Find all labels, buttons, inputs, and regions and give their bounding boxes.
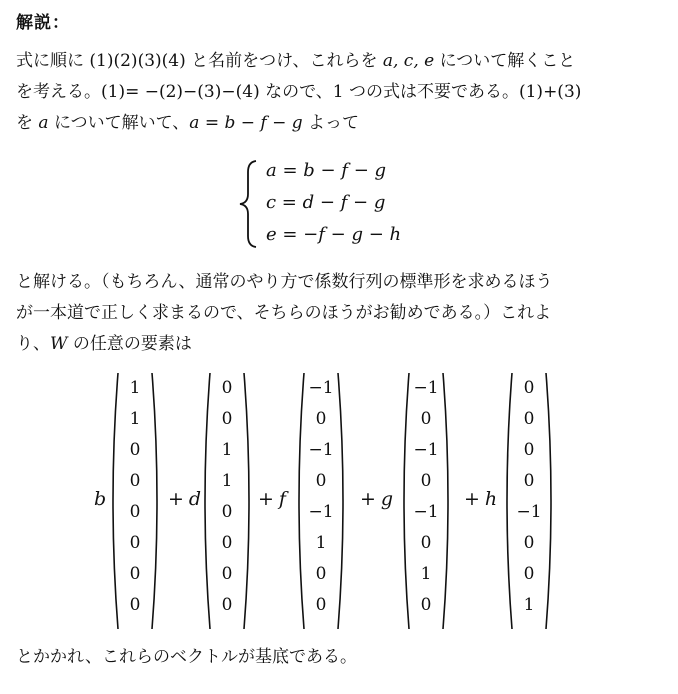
vector-entry: 1: [315, 533, 327, 553]
math-var: a: [38, 113, 49, 133]
left-brace: [236, 158, 260, 250]
vector-entry: 0: [523, 378, 535, 398]
coefficient: d: [188, 488, 202, 510]
coefficient-term: [168, 488, 201, 510]
column-vector: [500, 370, 558, 632]
vector-entry: 0: [523, 440, 535, 460]
vector-entry: 1: [221, 471, 233, 491]
paragraph-1-line-1: [16, 46, 581, 77]
inline-equation: a = b − f − g: [189, 113, 303, 133]
vector-entry: 0: [221, 564, 233, 584]
vector-entry: 0: [221, 595, 233, 615]
system-equation-1: a = b − f − g: [266, 160, 387, 181]
math-vars: a, c, e: [382, 51, 435, 71]
text-segment: について解くこと: [434, 51, 576, 71]
coefficient: h: [484, 488, 498, 510]
vector-entry: 1: [523, 595, 535, 615]
paragraph-2: [16, 267, 553, 360]
system-equation-2: c = d − f − g: [266, 192, 386, 213]
column-vector: [106, 370, 164, 632]
text-segment: について解いて、: [48, 113, 190, 133]
paragraph-2-line-2: が一本道で正しく求まるので、そちらのほうがお勧めである。）これよ: [16, 303, 552, 323]
paragraph-1-line-3: [16, 108, 581, 139]
vector-entry: 0: [420, 595, 432, 615]
coefficient: g: [380, 488, 394, 510]
section-heading: 解説：: [16, 13, 70, 33]
vector-entry: −1: [308, 440, 334, 460]
vector-entry: 0: [523, 533, 535, 553]
column-vector: [292, 370, 350, 632]
column-vector: [198, 370, 256, 632]
vector-entry: 0: [420, 533, 432, 553]
vector-entry: 0: [315, 471, 327, 491]
coefficient: b: [94, 488, 107, 510]
vector-entry: −1: [308, 502, 334, 522]
paragraph-2-line-1: と解ける。（もちろん、通常のやり方で係数行列の標準形を求めるほう: [16, 272, 553, 292]
vector-entry: 0: [129, 471, 141, 491]
vector-entry: 0: [129, 440, 141, 460]
vector-entry: −1: [413, 502, 439, 522]
vector-entry: 0: [129, 595, 141, 615]
vector-entry: 0: [315, 409, 327, 429]
vector-entry: 1: [129, 409, 141, 429]
vector-entry: 1: [129, 378, 141, 398]
vector-entry: 0: [523, 471, 535, 491]
operator: +: [258, 488, 274, 510]
math-var: W: [50, 334, 68, 354]
vector-entry: 0: [221, 502, 233, 522]
vector-entry: 0: [129, 502, 141, 522]
operator: +: [168, 488, 184, 510]
paragraph-2-line-3: [16, 329, 553, 360]
coefficient-term: [464, 488, 497, 510]
coefficient-term: [360, 488, 393, 510]
system-equation-3: e = −f − g − h: [266, 224, 402, 245]
vector-entry: 0: [221, 533, 233, 553]
coefficient-term: [258, 488, 286, 510]
vector-entry: 0: [523, 564, 535, 584]
vector-entry: −1: [516, 502, 542, 522]
text-segment: り、: [16, 334, 50, 354]
vector-entry: −1: [308, 378, 334, 398]
text-segment: 式に順に (1)(2)(3)(4) と名前をつけ、これらを: [16, 51, 383, 71]
vector-entry: 0: [221, 409, 233, 429]
vector-entry: 0: [315, 564, 327, 584]
coefficient-term: [94, 488, 106, 510]
vector-entry: 1: [420, 564, 432, 584]
column-vector: [397, 370, 455, 632]
text-segment: を: [16, 113, 39, 133]
vector-entry: 0: [129, 533, 141, 553]
vector-entry: 0: [129, 564, 141, 584]
conclusion: とかかれ、これらのベクトルが基底である。: [16, 647, 358, 667]
vector-entry: 0: [420, 409, 432, 429]
vector-entry: −1: [413, 378, 439, 398]
paragraph-1: [16, 46, 581, 139]
vector-entry: 1: [221, 440, 233, 460]
vector-entry: 0: [420, 471, 432, 491]
vector-entry: 0: [315, 595, 327, 615]
vector-entry: 0: [523, 409, 535, 429]
operator: +: [464, 488, 480, 510]
coefficient: f: [278, 488, 286, 510]
text-segment: よって: [302, 113, 360, 133]
vector-entry: 0: [221, 378, 233, 398]
equation-system: [236, 158, 436, 250]
operator: +: [360, 488, 376, 510]
text-segment: の任意の要素は: [67, 334, 192, 354]
basis-vector-combination: [0, 370, 678, 632]
paragraph-1-line-2: を考える。(1)= −(2)−(3)−(4) なので、1 つの式は不要である。(1)+(3): [16, 82, 582, 102]
vector-entry: −1: [413, 440, 439, 460]
